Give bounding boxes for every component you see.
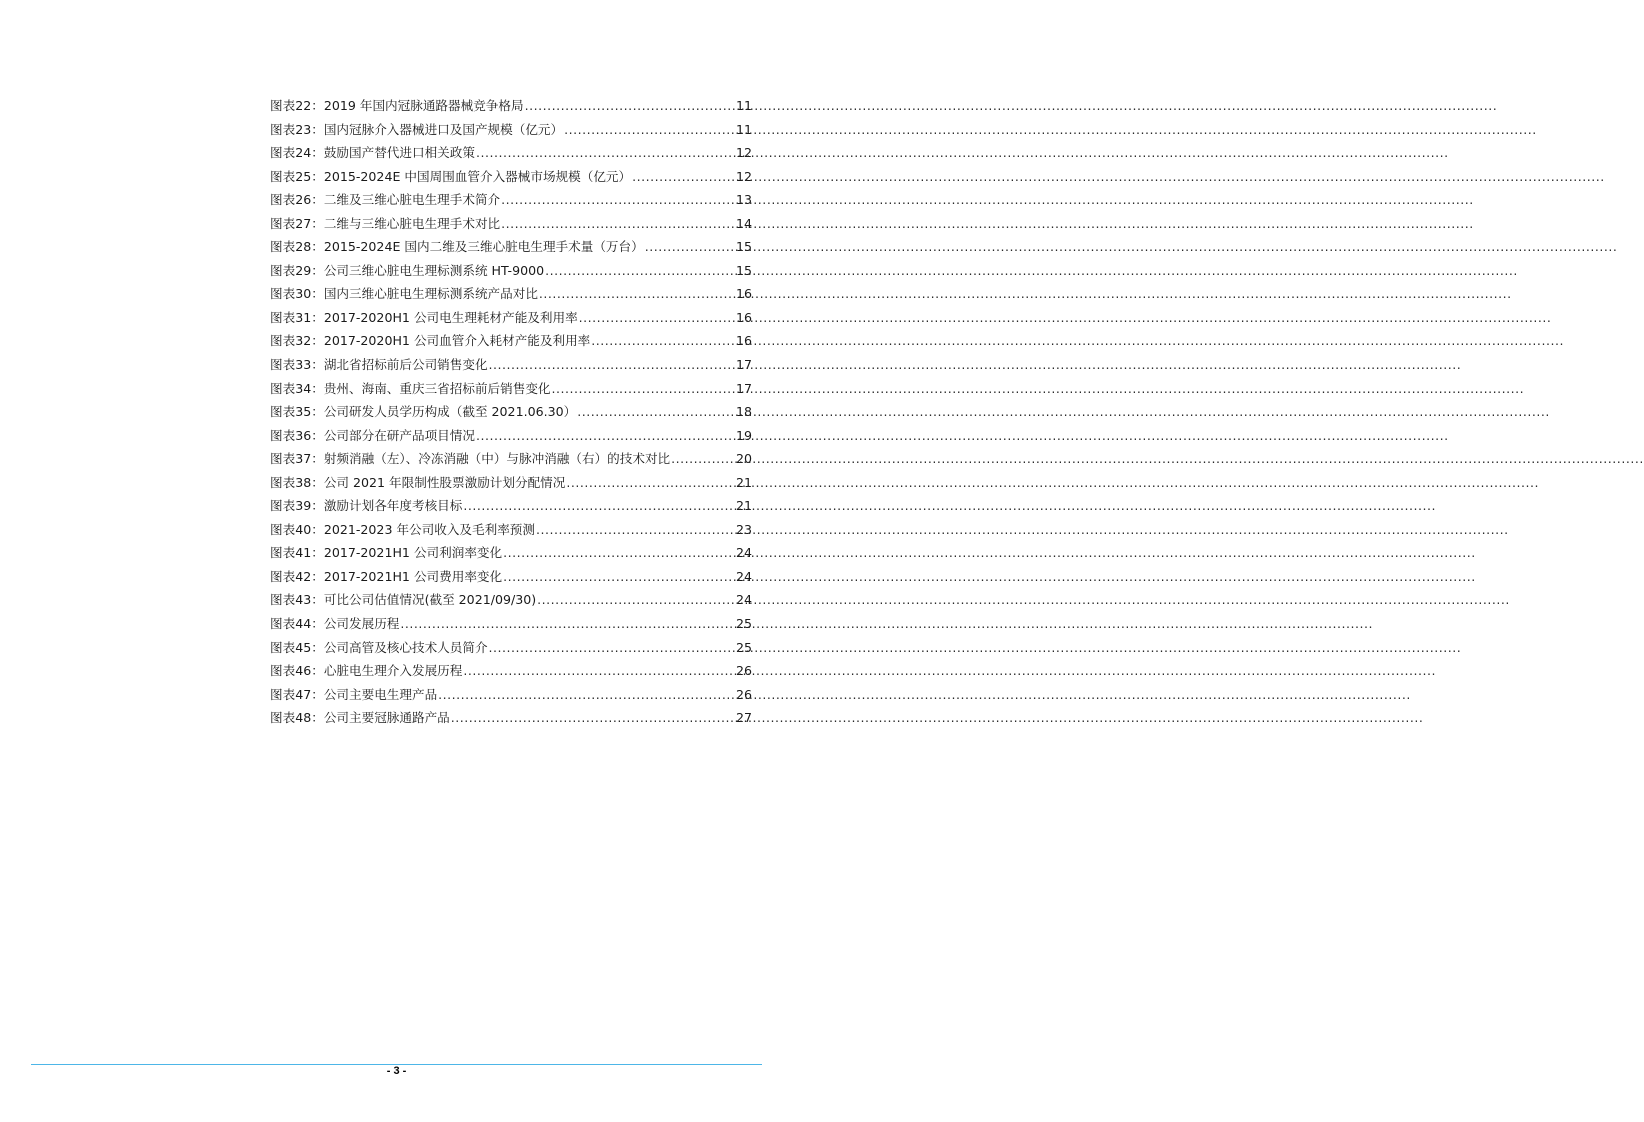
toc-dot-leader <box>463 494 733 518</box>
toc-entry-label: 图表45： <box>270 639 324 655</box>
toc-entry[interactable] <box>270 282 752 306</box>
toc-entry-label: 图表24： <box>270 145 324 161</box>
toc-entry-title: 公司发展历程 <box>323 616 400 632</box>
toc-dot-leader <box>503 541 733 565</box>
toc-entry-page: 18 <box>735 404 752 420</box>
toc-entry-label: 图表23： <box>270 121 324 137</box>
toc-entry[interactable] <box>270 141 752 165</box>
toc-entry-page: 16 <box>735 309 752 325</box>
toc-entry-label: 图表41： <box>270 545 324 561</box>
toc-entry-title: 激励计划各年度考核目标 <box>323 498 463 514</box>
toc-dot-leader <box>671 447 733 471</box>
toc-entry-label: 图表32： <box>270 333 324 349</box>
toc-entry[interactable] <box>270 424 752 448</box>
toc-dot-leader <box>545 259 733 283</box>
toc-entry[interactable] <box>270 588 752 612</box>
toc-entry-label: 图表36： <box>270 427 324 443</box>
toc-entry[interactable] <box>270 612 752 636</box>
table-of-figures <box>270 94 752 730</box>
toc-dot-leader <box>552 377 734 401</box>
toc-entry-title: 贵州、海南、重庆三省招标前后销售变化 <box>323 380 551 396</box>
toc-entry-label: 图表27： <box>270 215 324 231</box>
toc-dot-leader <box>591 329 733 353</box>
toc-entry-page: 24 <box>735 568 752 584</box>
toc-entry-page: 25 <box>735 639 752 655</box>
toc-entry-label: 图表46： <box>270 663 324 679</box>
toc-entry-page: 26 <box>735 686 752 702</box>
toc-entry-label: 图表22： <box>270 98 324 113</box>
toc-entry-label: 图表33： <box>270 357 324 373</box>
toc-entry[interactable] <box>270 706 752 730</box>
toc-entry-title: 2015-2024E 中国周围血管介入器械市场规模（亿元） <box>323 168 632 184</box>
toc-entry-page: 17 <box>735 357 752 373</box>
toc-entry-title: 2017-2020H1 公司血管介入耗材产能及利用率 <box>323 333 591 349</box>
toc-entry[interactable] <box>270 235 752 259</box>
toc-entry-page: 21 <box>735 498 752 514</box>
toc-entry-title: 2021-2023 年公司收入及毛利率预测 <box>323 521 535 537</box>
toc-entry-title: 2015-2024E 国内二维及三维心脏电生理手术量（万台） <box>323 239 644 255</box>
toc-entry-page: 12 <box>735 145 752 161</box>
toc-entry-label: 图表42： <box>270 568 324 584</box>
toc-dot-leader <box>632 165 733 189</box>
toc-entry-title: 湖北省招标前后公司销售变化 <box>323 357 488 373</box>
toc-dot-leader <box>577 400 733 424</box>
toc-entry-title: 2017-2021H1 公司费用率变化 <box>323 568 503 584</box>
toc-entry[interactable] <box>270 659 752 683</box>
toc-entry[interactable] <box>270 494 752 518</box>
toc-dot-leader <box>537 588 733 612</box>
toc-dot-leader <box>400 612 733 636</box>
page-number: - 3 - <box>386 1065 407 1077</box>
toc-entry-title: 公司高管及核心技术人员简介 <box>323 639 488 655</box>
toc-entry[interactable] <box>270 683 752 707</box>
toc-entry[interactable] <box>270 400 752 424</box>
toc-dot-leader <box>489 353 733 377</box>
toc-entry-page: 12 <box>735 168 752 184</box>
toc-entry-page: 24 <box>735 592 752 608</box>
toc-entry[interactable] <box>270 565 752 589</box>
toc-dot-leader <box>438 683 733 707</box>
toc-entry-page: 17 <box>735 380 752 396</box>
toc-entry-page: 27 <box>735 710 752 726</box>
toc-entry-label: 图表37： <box>270 451 324 467</box>
toc-dot-leader <box>489 636 733 660</box>
toc-entry[interactable] <box>270 212 752 236</box>
toc-entry-title: 可比公司估值情况(截至 2021/09/30) <box>323 592 537 608</box>
toc-entry-page: 16 <box>735 333 752 349</box>
toc-dot-leader <box>564 118 733 142</box>
toc-entry-label: 图表26： <box>270 192 324 208</box>
toc-entry-label: 图表30： <box>270 286 324 302</box>
toc-entry-page: 21 <box>735 474 752 490</box>
toc-entry-page: 23 <box>735 521 752 537</box>
toc-dot-leader <box>525 94 733 118</box>
toc-entry-title: 公司 2021 年限制性股票激励计划分配情况 <box>323 474 566 490</box>
toc-entry-title: 鼓励国产替代进口相关政策 <box>323 145 475 161</box>
toc-entry-title: 国内三维心脏电生理标测系统产品对比 <box>323 286 538 302</box>
toc-entry-page: 15 <box>735 239 752 255</box>
toc-entry[interactable] <box>270 447 752 471</box>
toc-entry-title: 2017-2021H1 公司利润率变化 <box>323 545 503 561</box>
toc-entry-title: 公司三维心脏电生理标测系统 HT-9000 <box>323 262 545 278</box>
toc-dot-leader <box>536 518 733 542</box>
toc-entry[interactable] <box>270 306 752 330</box>
toc-entry[interactable] <box>270 118 752 142</box>
toc-entry-title: 2017-2020H1 公司电生理耗材产能及利用率 <box>323 309 578 325</box>
toc-dot-leader <box>476 141 733 165</box>
toc-entry-label: 图表34： <box>270 380 324 396</box>
toc-entry[interactable] <box>270 377 752 401</box>
toc-entry-page: 20 <box>735 451 752 467</box>
toc-entry-title: 公司研发人员学历构成（截至 2021.06.30） <box>323 404 577 420</box>
toc-dot-leader <box>503 565 733 589</box>
toc-dot-leader <box>566 471 733 495</box>
toc-entry-page: 11 <box>735 121 752 137</box>
toc-entry-title: 2019 年国内冠脉通路器械竞争格局 <box>323 98 524 113</box>
toc-entry-page: 24 <box>735 545 752 561</box>
toc-entry-title: 国内冠脉介入器械进口及国产规模（亿元） <box>323 121 564 137</box>
toc-entry-page: 26 <box>735 663 752 679</box>
toc-entry-label: 图表48： <box>270 710 324 726</box>
toc-entry-label: 图表43： <box>270 592 324 608</box>
toc-entry[interactable] <box>270 329 752 353</box>
toc-entry-page: 25 <box>735 616 752 632</box>
toc-entry[interactable] <box>270 94 752 118</box>
toc-entry[interactable] <box>270 636 752 660</box>
toc-entry-page: 13 <box>735 192 752 208</box>
toc-entry-page: 11 <box>735 98 752 113</box>
toc-entry-label: 图表31： <box>270 309 324 325</box>
toc-entry[interactable] <box>270 188 752 212</box>
toc-entry-title: 二维及三维心脏电生理手术简介 <box>323 192 501 208</box>
toc-entry-label: 图表35： <box>270 404 324 420</box>
toc-entry[interactable] <box>270 471 752 495</box>
toc-entry-label: 图表39： <box>270 498 324 514</box>
toc-entry-title: 心脏电生理介入发展历程 <box>323 663 463 679</box>
toc-entry-page: 16 <box>735 286 752 302</box>
toc-entry-title: 射频消融（左）、冷冻消融（中）与脉冲消融（右）的技术对比 <box>323 451 671 467</box>
toc-entry-title: 公司主要冠脉通路产品 <box>323 710 450 726</box>
toc-entry[interactable] <box>270 259 752 283</box>
toc-entry-label: 图表28： <box>270 239 324 255</box>
toc-entry[interactable] <box>270 518 752 542</box>
toc-dot-leader <box>501 188 733 212</box>
toc-entry-title: 公司主要电生理产品 <box>323 686 438 702</box>
toc-dot-leader <box>501 212 733 236</box>
toc-entry-label: 图表44： <box>270 616 324 632</box>
toc-entry-label: 图表40： <box>270 521 324 537</box>
toc-entry[interactable] <box>270 541 752 565</box>
toc-entry-title: 公司部分在研产品项目情况 <box>323 427 475 443</box>
toc-dot-leader <box>451 706 733 730</box>
toc-entry-page: 15 <box>735 262 752 278</box>
toc-entry-label: 图表29： <box>270 262 324 278</box>
toc-dot-leader <box>539 282 733 306</box>
toc-entry[interactable] <box>270 353 752 377</box>
toc-dot-leader <box>476 424 733 448</box>
toc-entry-label: 图表38： <box>270 474 324 490</box>
toc-dot-leader <box>463 659 733 683</box>
toc-entry-label: 图表47： <box>270 686 324 702</box>
toc-entry-label: 图表25： <box>270 168 324 184</box>
toc-entry-page: 19 <box>735 427 752 443</box>
toc-dot-leader <box>579 306 733 330</box>
toc-dot-leader <box>645 235 733 259</box>
toc-entry[interactable] <box>270 165 752 189</box>
toc-entry-page: 14 <box>735 215 752 231</box>
toc-entry-title: 二维与三维心脏电生理手术对比 <box>323 215 501 231</box>
